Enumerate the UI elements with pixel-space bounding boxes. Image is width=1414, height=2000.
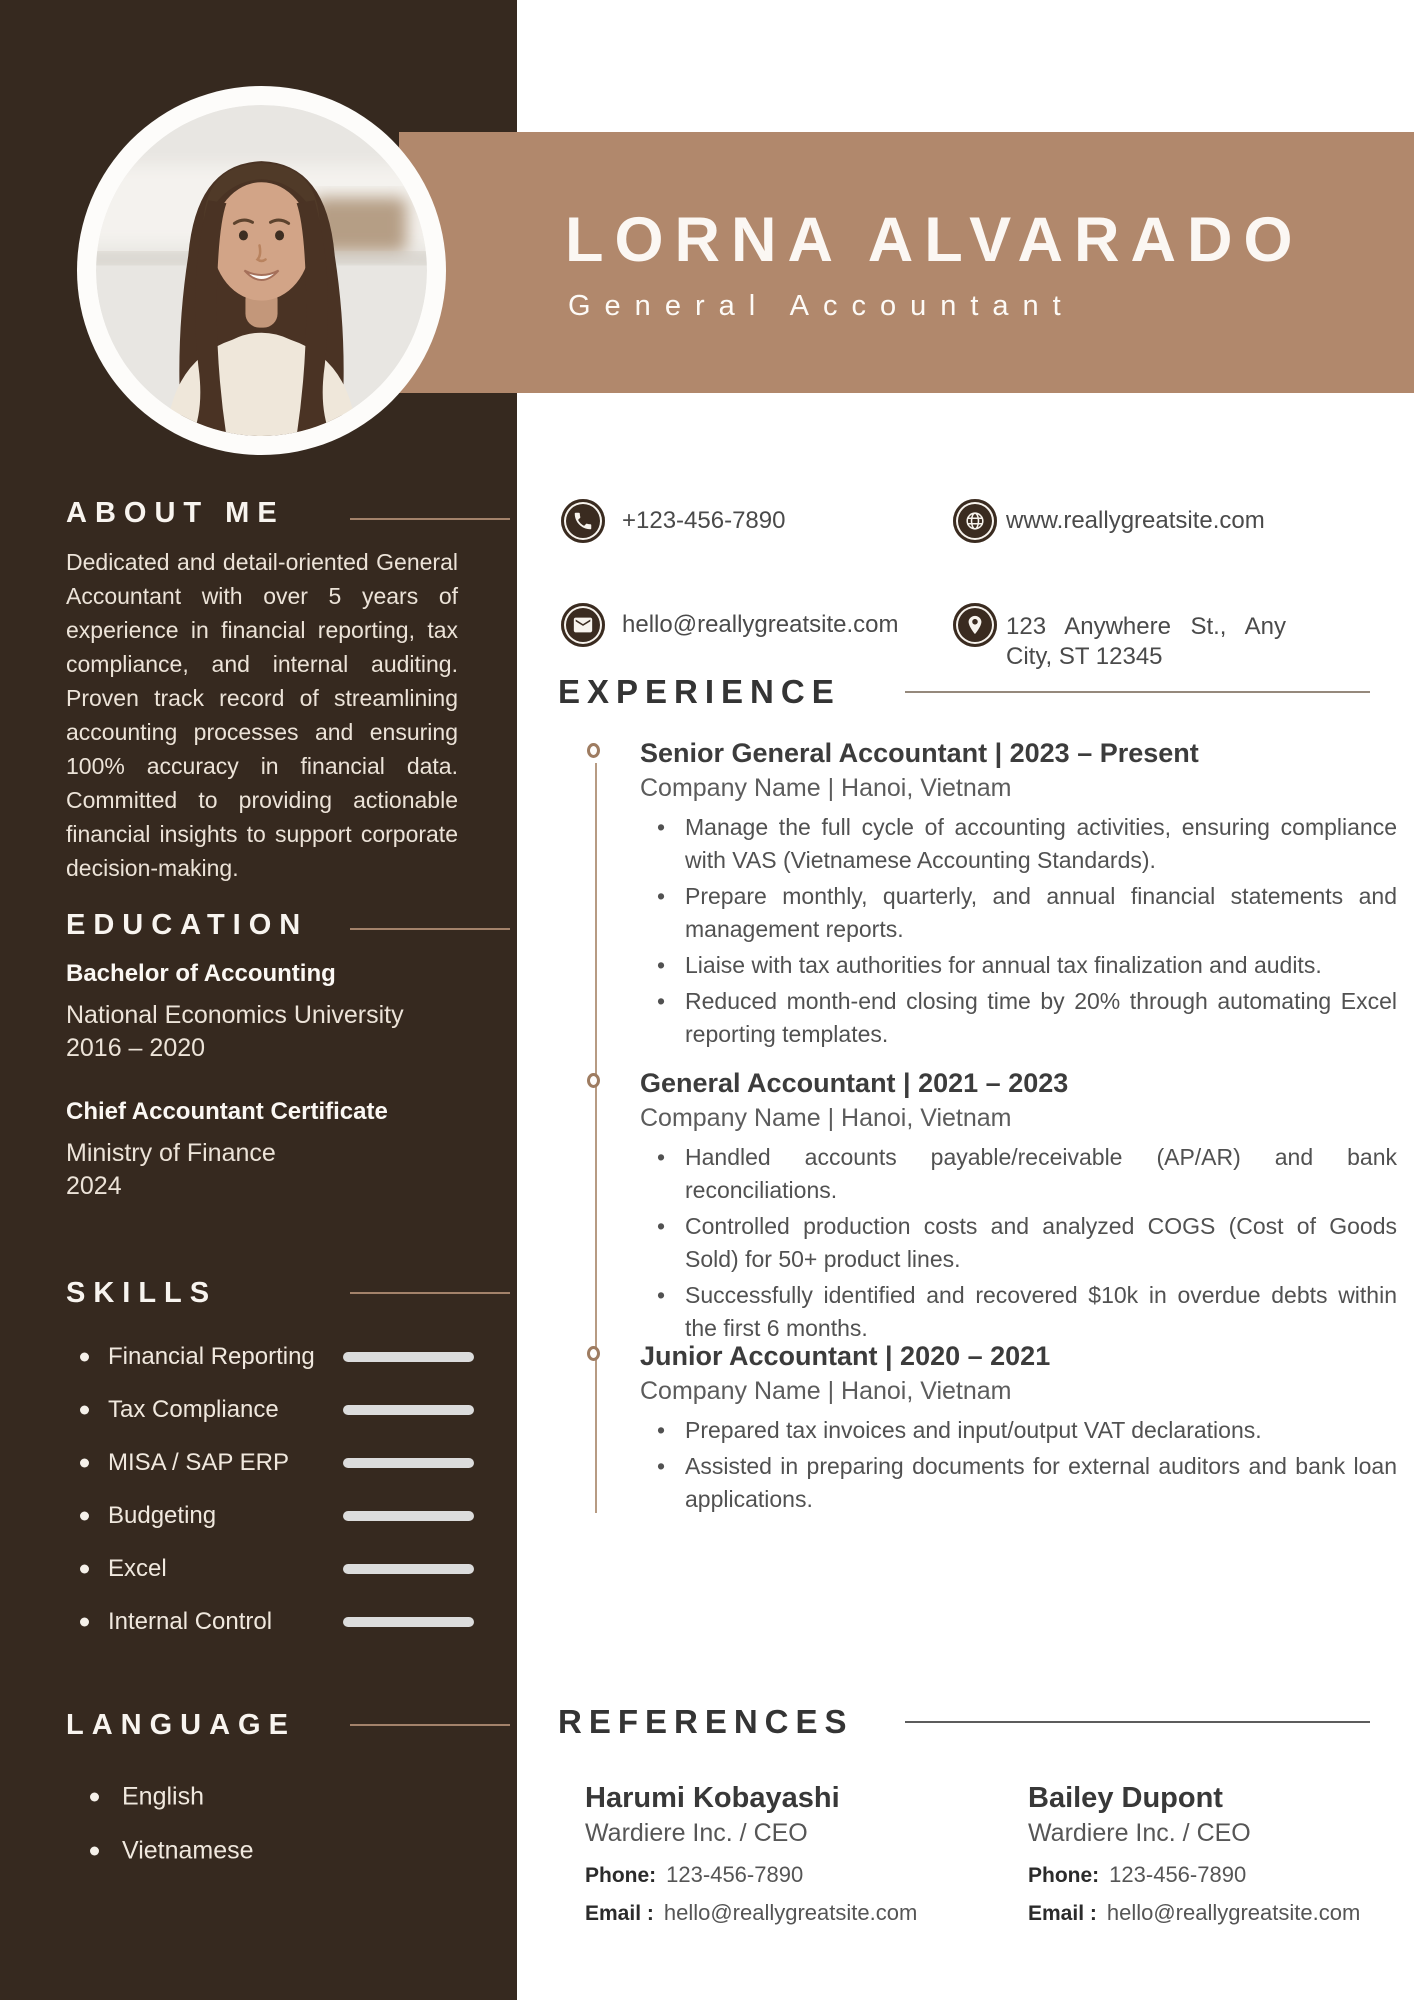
person-job-title: General Accountant: [568, 290, 1075, 322]
contact-email: hello@reallygreatsite.com: [622, 611, 899, 638]
skill-bar: [343, 1405, 474, 1415]
references-heading: REFERENCES: [558, 1703, 854, 1740]
skills-heading-rule: [350, 1292, 510, 1294]
contact-website: www.reallygreatsite.com: [1006, 507, 1265, 534]
skill-bar: [343, 1511, 474, 1521]
language-heading: LANGUAGE: [66, 1709, 296, 1741]
reference-card: [1028, 1780, 1414, 1928]
language-row: [0, 1770, 517, 1824]
job-bullet: • Manage the full cycle of accounting activities, ensuring compliance with VAS (Vietnamese Accounting Standards).: [655, 811, 1397, 877]
phone-label: Phone:: [585, 1864, 657, 1887]
experience-heading: EXPERIENCE: [558, 673, 841, 710]
experience-job: [640, 1065, 1397, 1348]
skill-label: Internal Control: [108, 1607, 273, 1635]
skill-row: [0, 1489, 517, 1542]
language-row: [0, 1824, 517, 1878]
location-icon: [953, 603, 997, 647]
education-degree: Chief Accountant Certificate: [66, 1098, 388, 1125]
language-heading-rule: [350, 1724, 510, 1726]
education-item: [66, 958, 466, 1064]
skill-row: [0, 1383, 517, 1436]
education-years: 2024: [66, 1172, 122, 1200]
reference-email: hello@reallygreatsite.com: [1106, 1900, 1361, 1925]
person-name: LORNA ALVARADO: [565, 205, 1304, 275]
skill-row: [0, 1595, 517, 1648]
reference-name: Harumi Kobayashi: [585, 1782, 840, 1814]
globe-icon: [953, 499, 997, 543]
contact-phone: +123-456-7890: [622, 507, 786, 534]
phone-label: Phone:: [1028, 1864, 1100, 1887]
timeline-dot-icon: [587, 1346, 600, 1361]
job-bullet-list: [655, 1414, 1397, 1516]
language-list: [0, 1770, 517, 1878]
reference-email: hello@reallygreatsite.com: [663, 1900, 918, 1925]
bullet-dot-icon: [80, 1405, 89, 1414]
reference-card: [585, 1780, 985, 1928]
bullet-dot-icon: [90, 1847, 99, 1856]
reference-email-row: [585, 1898, 985, 1928]
reference-phone: 123-456-7890: [1109, 1862, 1247, 1887]
job-bullet: • Prepared tax invoices and input/output VAT declarations.: [655, 1414, 1397, 1447]
job-bullet-list: [655, 811, 1397, 1051]
bullet-dot-icon: [80, 1564, 89, 1573]
job-title: Junior Accountant | 2020 – 2021: [640, 1341, 1051, 1371]
job-bullet: • Successfully identified and recovered $10k in overdue debts within the first 6 months.: [655, 1279, 1397, 1345]
skills-list: [0, 1330, 517, 1648]
reference-name: Bailey Dupont: [1028, 1782, 1223, 1814]
reference-phone-row: [1028, 1860, 1414, 1890]
about-text: Dedicated and detail-oriented General Accountant with over 5 years of experience in financial reporting, tax compliance, and internal auditing. Proven track record of streamlining accounting processes and ensuring 100% accuracy in financial data. Committed to providing actionable financial insights to support corporate decision-making.: [66, 549, 458, 881]
job-bullet: • Assisted in preparing documents for external auditors and bank loan applications.: [655, 1450, 1397, 1516]
skill-label: Budgeting: [108, 1501, 217, 1529]
job-bullet: • Reduced month-end closing time by 20% through automating Excel reporting templates.: [655, 985, 1397, 1051]
reference-phone-row: [585, 1860, 985, 1890]
job-bullet: • Controlled production costs and analyzed COGS (Cost of Goods Sold) for 50+ product lines.: [655, 1210, 1397, 1276]
language-label: English: [122, 1782, 204, 1811]
experience-timeline: [595, 763, 597, 1513]
contact-address: 123 Anywhere St., Any City, ST 12345: [1006, 613, 1286, 670]
education-degree: Bachelor of Accounting: [66, 960, 336, 987]
timeline-dot-icon: [587, 1073, 600, 1088]
skill-bar: [343, 1458, 474, 1468]
education-school: National Economics University: [66, 1001, 404, 1029]
reference-phone: 123-456-7890: [666, 1862, 804, 1887]
experience-heading-rule: [905, 691, 1370, 693]
about-heading-rule: [350, 518, 510, 520]
job-company: Company Name | Hanoi, Vietnam: [640, 774, 1012, 802]
email-label: Email :: [1028, 1902, 1097, 1925]
email-label: Email :: [585, 1902, 654, 1925]
bullet-dot-icon: [80, 1617, 89, 1626]
about-heading: ABOUT ME: [66, 497, 285, 529]
skill-row: [0, 1436, 517, 1489]
skill-row: [0, 1330, 517, 1383]
skill-bar: [343, 1617, 474, 1627]
job-title: Senior General Accountant | 2023 – Present: [640, 738, 1199, 768]
email-icon: [561, 603, 605, 647]
reference-email-row: [1028, 1898, 1414, 1928]
education-school: Ministry of Finance: [66, 1139, 276, 1167]
education-heading-rule: [350, 928, 510, 930]
bullet-dot-icon: [80, 1352, 89, 1361]
reference-role: Wardiere Inc. / CEO: [1028, 1819, 1251, 1847]
job-bullet: • Prepare monthly, quarterly, and annual financial statements and management reports.: [655, 880, 1397, 946]
education-item: [66, 1096, 466, 1202]
timeline-dot-icon: [587, 743, 600, 758]
profile-photo: [77, 86, 446, 455]
job-bullet: • Liaise with tax authorities for annual tax finalization and audits.: [655, 949, 1397, 982]
job-bullet: • Handled accounts payable/receivable (AP/AR) and bank reconciliations.: [655, 1141, 1397, 1207]
language-label: Vietnamese: [122, 1836, 254, 1865]
skill-bar: [343, 1564, 474, 1574]
job-title: General Accountant | 2021 – 2023: [640, 1068, 1069, 1098]
bullet-dot-icon: [80, 1511, 89, 1520]
skill-label: Excel: [108, 1554, 167, 1582]
experience-job: [640, 1338, 1397, 1519]
bullet-dot-icon: [90, 1793, 99, 1802]
experience-job: [640, 735, 1397, 1054]
profile-photo-illustration: [96, 105, 427, 436]
phone-icon: [561, 499, 605, 543]
job-company: Company Name | Hanoi, Vietnam: [640, 1377, 1012, 1405]
skill-label: Tax Compliance: [108, 1395, 279, 1423]
skills-heading: SKILLS: [66, 1277, 218, 1309]
skill-label: MISA / SAP ERP: [108, 1448, 289, 1476]
education-years: 2016 – 2020: [66, 1034, 206, 1062]
reference-role: Wardiere Inc. / CEO: [585, 1819, 808, 1847]
job-bullet-list: [655, 1141, 1397, 1345]
references-heading-rule: [905, 1721, 1370, 1723]
education-heading: EDUCATION: [66, 909, 309, 941]
skill-label: Financial Reporting: [108, 1342, 315, 1370]
bullet-dot-icon: [80, 1458, 89, 1467]
skill-row: [0, 1542, 517, 1595]
skill-bar: [343, 1352, 474, 1362]
job-company: Company Name | Hanoi, Vietnam: [640, 1104, 1012, 1132]
